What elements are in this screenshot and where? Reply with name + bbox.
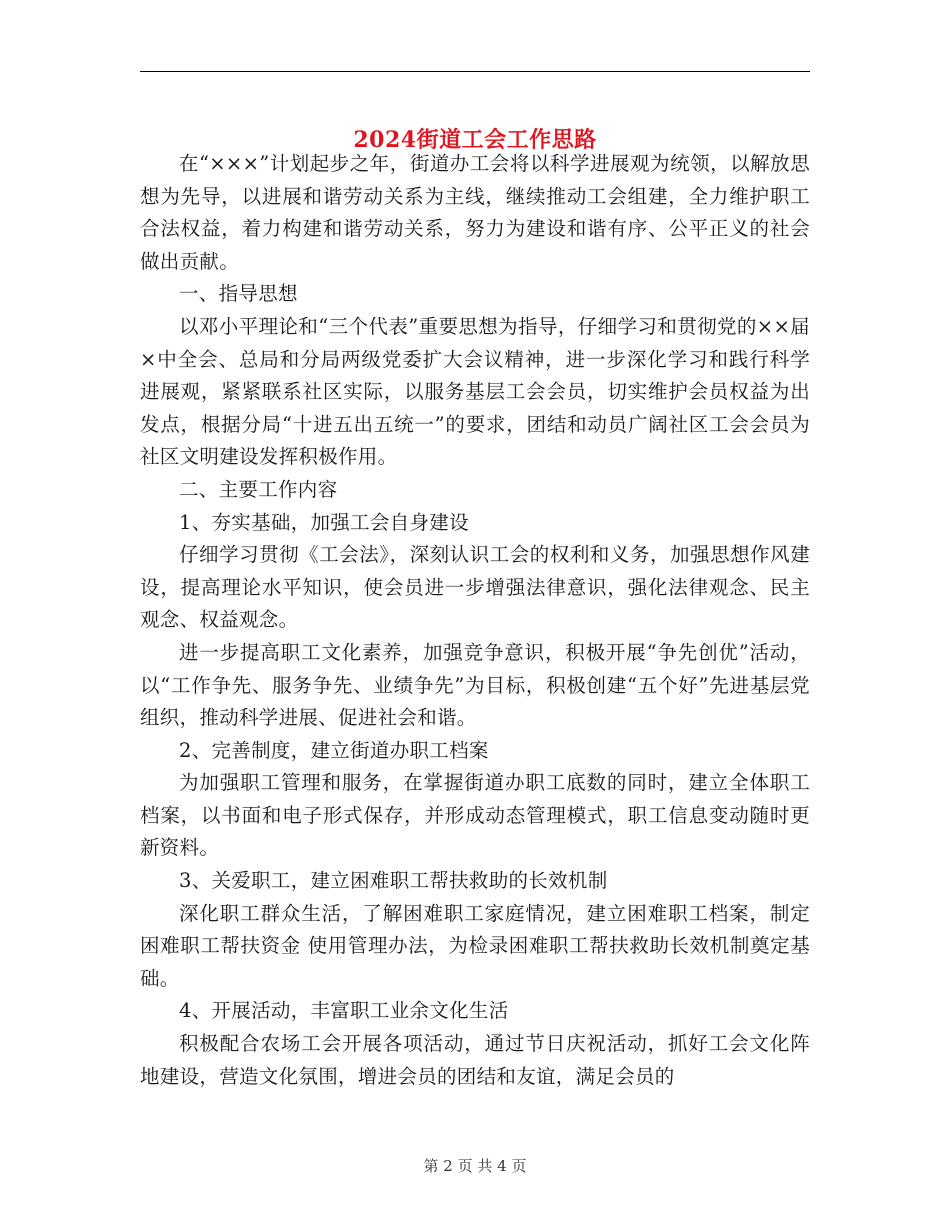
header-rule	[140, 71, 810, 72]
subsection-heading-4: 4、开展活动，丰富职工业余文化生活	[179, 999, 509, 1023]
subsection-heading-2: 2、完善制度，建立街道办职工档案	[179, 738, 489, 762]
section-heading-guiding-ideology: 一、指导思想	[179, 282, 298, 306]
subsection-heading-1: 1、夯实基础，加强工会自身建设	[179, 510, 469, 534]
document-title: 2024街道工会工作思路	[353, 126, 597, 153]
subsection-1-paragraph-b: 进一步提高职工文化素养，加强竞争意识，积极开展“争先创优”活动， 以“工作争先、服务争先、业绩争先”为目标，积极创建“五个好”先进基层党组织，推动科学进展、促进社会和谐。	[140, 640, 810, 730]
subsection-1-paragraph-a: 仔细学习贯彻《工会法》，深刻认识工会的权利和义务，加强思想作风建设，提高理论水平知识，使会员进一步增强法律意识，强化法律观念、民主观念、权益观念。	[140, 543, 810, 632]
subsection-4-paragraph: 积极配合农场工会开展各项活动，通过节日庆祝活动，抓好工会文化阵地建设，营造文化氛围，增进会员的团结和友谊，满足会员的	[140, 1032, 810, 1088]
page-number: 第 2 页 共 4 页	[423, 1157, 527, 1175]
guiding-ideology-paragraph: 以邓小平理论和“三个代表”重要思想为指导，仔细学习和贯彻党的××届×中全会、总局和分局两级党委扩大会议精神，进一步深化学习和践行科学进展观，紧紧联系社区实际，以服务基层工会会员，切实维护会员权益为出发点，根据分局“十进五出五统一”的要求，团结和动员广阔社区工会会员为社区文明建设发挥积极作用。	[140, 314, 810, 469]
subsection-2-paragraph: 为加强职工管理和服务，在掌握街道办职工底数的同时，建立全体职工档案，以书面和电子形式保存，并形成动态管理模式，职工信息变动随时更新资料。	[140, 771, 810, 860]
intro-paragraph: 在“×××”计划起步之年，街道办工会将以科学进展观为统领，以解放思想为先导，以进展和谐劳动关系为主线，继续推动工会组建，全力维护职工合法权益，着力构建和谐劳动关系，努力为建设和谐有序、公平正义的社会做出贡献。	[140, 152, 810, 273]
document-body	[140, 148, 810, 1093]
subsection-3-paragraph: 深化职工群众生活，了解困难职工家庭情况，建立困难职工档案，制定困难职工帮扶资金 使用管理办法，为检录困难职工帮扶救助长效机制奠定基础。	[140, 901, 810, 990]
subsection-heading-3: 3、关爱职工，建立困难职工帮扶救助的长效机制	[179, 869, 608, 893]
section-heading-main-work: 二、主要工作内容	[179, 477, 338, 501]
